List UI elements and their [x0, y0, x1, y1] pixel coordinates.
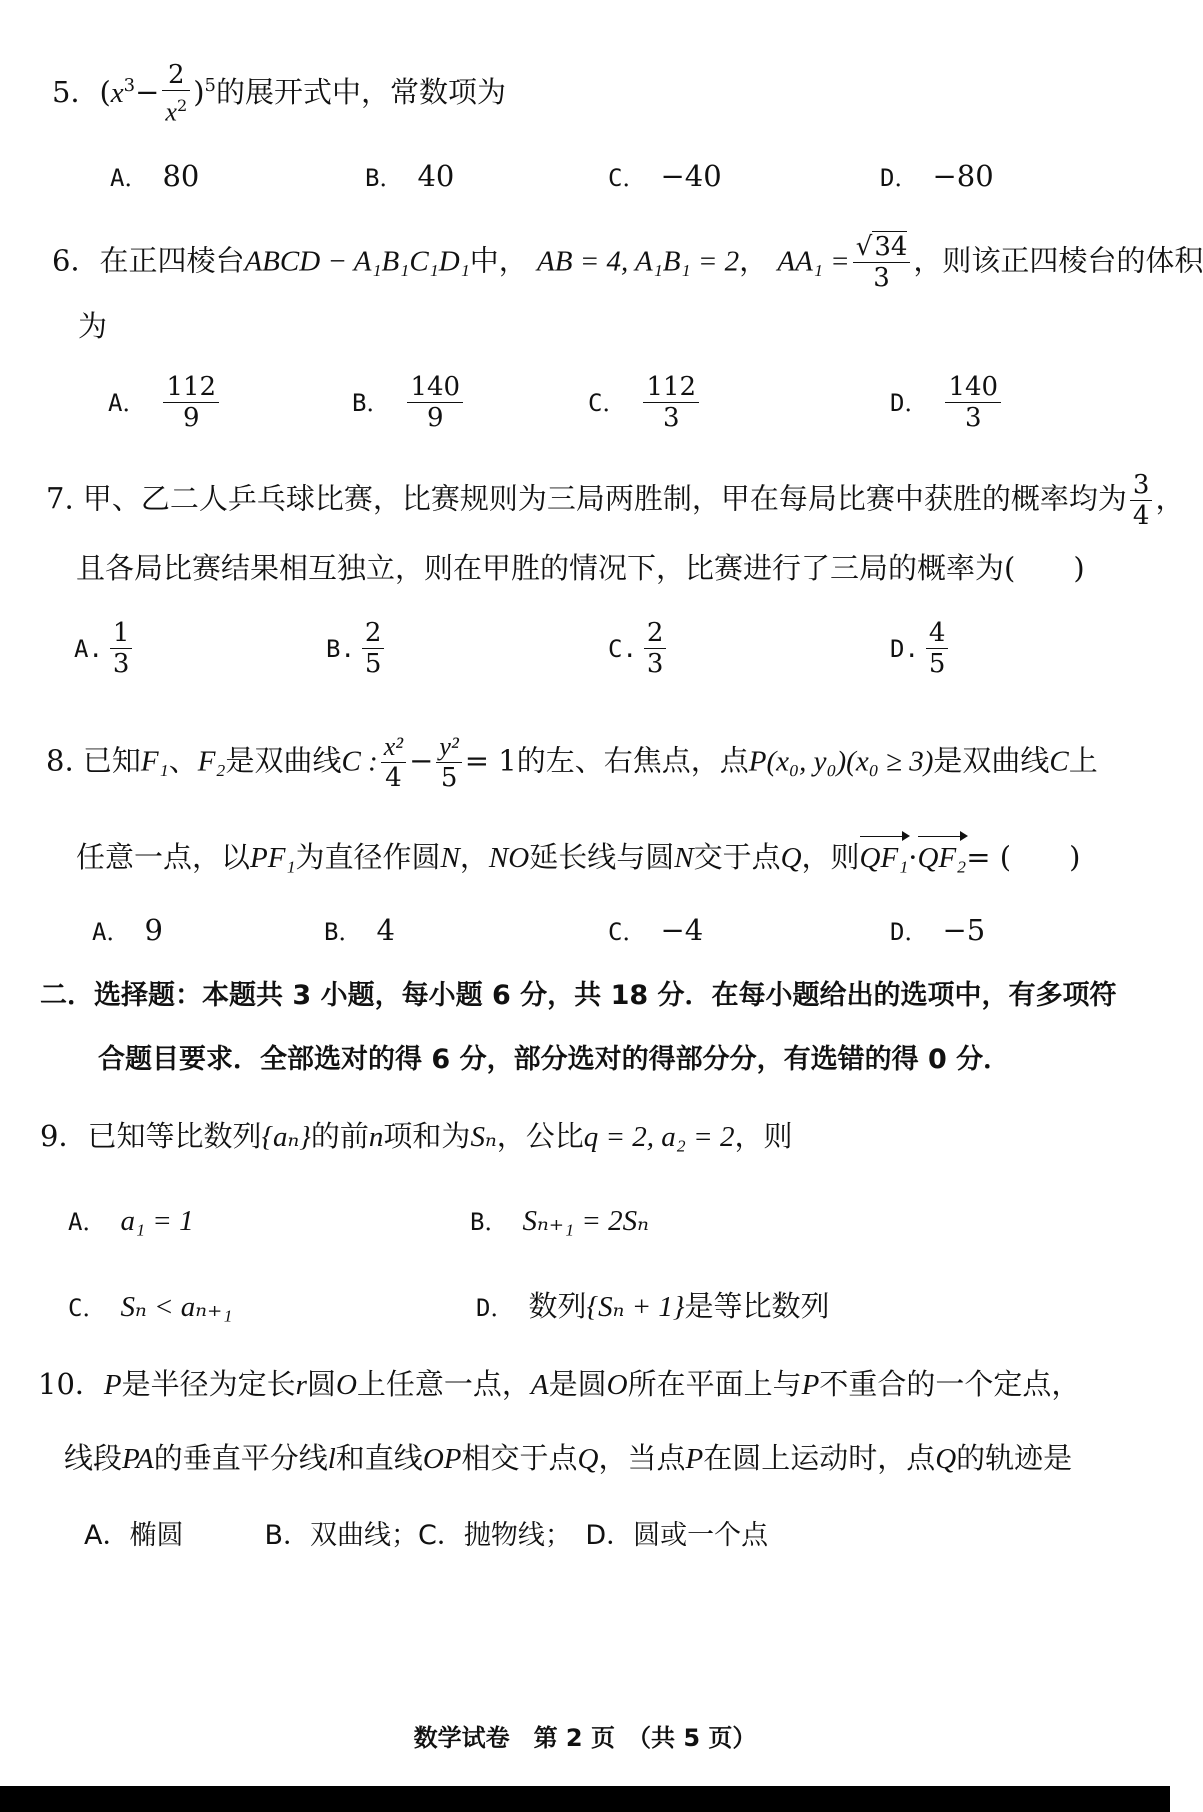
question-text: 和直线 — [335, 1441, 423, 1475]
q8-option-d[interactable] — [890, 910, 985, 952]
fraction-denominator: 5 — [440, 763, 458, 793]
condition: AA₁ = — [777, 245, 850, 278]
q7-option-c[interactable] — [608, 618, 669, 679]
option-label: A. — [74, 634, 103, 663]
punctuation: ， — [739, 243, 769, 278]
option-value: −40 — [660, 159, 722, 193]
curve-label: C : — [341, 745, 378, 778]
fraction — [110, 618, 133, 679]
q7-option-d[interactable] — [890, 618, 951, 679]
question-text: 的垂直平分线 — [153, 1441, 328, 1475]
question-text: 交于点 — [693, 840, 781, 874]
question-text: ，则 — [801, 840, 860, 874]
question-text: 相交于点 — [461, 1441, 578, 1475]
fraction — [436, 732, 461, 793]
fraction-denominator: 4 — [1132, 501, 1150, 531]
fraction-numerator: x² — [381, 732, 406, 763]
fraction-denominator: 3 — [646, 649, 664, 679]
option-label: A． — [92, 918, 131, 946]
fraction-numerator: 2 — [162, 60, 190, 91]
fraction-denominator: 9 — [183, 403, 200, 433]
option-label: A． — [108, 388, 147, 417]
condition: AB = 4, A₁B₁ = 2 — [537, 245, 740, 278]
option-label: B. — [326, 634, 355, 663]
option-value: Sₙ₊₁ = 2Sₙ — [522, 1205, 649, 1237]
question-8 — [46, 732, 1098, 793]
fraction-denominator — [162, 91, 190, 128]
question-text: 是半径为定长 — [121, 1367, 296, 1401]
question-text: 为直径作圆 — [295, 840, 441, 874]
option-value: 数列 — [528, 1289, 587, 1323]
q8-option-c[interactable] — [608, 910, 703, 952]
point-p: P — [103, 1369, 122, 1401]
fraction-numerator: 2 — [644, 618, 667, 649]
option-value: a₁ = 1 — [120, 1205, 194, 1237]
fraction — [945, 372, 1001, 433]
focus-f1: F₁ — [140, 745, 169, 778]
question-text: 圆 — [306, 1367, 336, 1401]
segment-no: NO — [488, 842, 530, 874]
fraction — [643, 372, 699, 433]
fraction — [163, 372, 219, 433]
section-heading: 二．选择题：本题共 3 小题，每小题 6 分，共 18 分．在每小题给出的选项中，有多项符 — [40, 980, 1117, 1011]
question-text-continued: 为 — [78, 309, 108, 343]
var-n: n — [368, 1121, 384, 1153]
fraction-numerator: √34 — [853, 232, 911, 263]
exponent: 2 — [176, 96, 188, 115]
option-value: −5 — [942, 913, 986, 947]
fraction-numerator: 140 — [945, 372, 1001, 403]
fraction-denominator: 3 — [965, 403, 982, 433]
point-o: O — [606, 1369, 628, 1401]
answer-blank: = ( ) — [966, 840, 1081, 874]
option-label: B． — [352, 388, 391, 417]
point-o: O — [335, 1369, 357, 1401]
question-10 — [38, 1364, 1080, 1405]
question-text: ，则 — [734, 1119, 793, 1153]
var-r: r — [295, 1369, 307, 1401]
point-a: A — [530, 1369, 549, 1401]
fraction — [1130, 470, 1153, 531]
fraction — [926, 618, 949, 679]
punctuation: ， — [1155, 481, 1185, 516]
option-label: C． — [68, 1294, 107, 1322]
option-label: C． — [608, 918, 647, 946]
question-5 — [52, 60, 506, 128]
q5-option-c[interactable] — [608, 156, 722, 198]
q5-option-a[interactable] — [110, 156, 199, 198]
fraction-numerator: y² — [436, 732, 461, 763]
point-p: P — [801, 1369, 820, 1401]
frustum-label: ABCD − A₁B₁C₁D₁ — [244, 245, 470, 278]
question-10-continued — [64, 1438, 1072, 1479]
exponent: 3 — [123, 75, 136, 97]
page-footer: 数学试卷 第 2 页 （共 5 页） — [413, 1724, 757, 1752]
segment-pa: PA — [122, 1443, 154, 1475]
fraction-denominator: 9 — [427, 403, 444, 433]
question-number: 5． — [52, 74, 100, 109]
question-9 — [40, 1116, 792, 1157]
option-label: B． — [365, 164, 404, 192]
focus-f2: F₂ — [197, 745, 226, 778]
fraction-numerator: 112 — [163, 372, 219, 403]
question-text: 线段 — [64, 1441, 123, 1475]
question-text: 是双曲线 — [225, 743, 342, 778]
question-text: 任意一点，以 — [76, 840, 251, 874]
q9-option-c[interactable] — [68, 1286, 232, 1328]
question-text: 延长线与圆 — [529, 840, 675, 874]
option-label: C． — [588, 388, 627, 417]
question-text: 上任意一点， — [356, 1367, 531, 1401]
option-label: A． — [110, 164, 149, 192]
question-number: 6． — [52, 243, 100, 278]
vector-qf1: QF₁ — [860, 836, 909, 878]
punctuation: ， — [459, 840, 489, 874]
fraction-numerator: 3 — [1130, 470, 1153, 501]
paren-close: ) — [193, 74, 205, 109]
fraction-denominator: 4 — [385, 763, 402, 793]
question-text: 不重合的一个定点， — [819, 1367, 1081, 1401]
q10-options[interactable]: A．椭圆 B．双曲线；C．抛物线； D．圆或一个点 — [84, 1520, 769, 1551]
question-text: 是圆 — [548, 1367, 607, 1401]
bottom-edge-bar — [0, 1786, 1170, 1812]
q5-option-b[interactable] — [365, 156, 454, 198]
option-value: −80 — [932, 159, 994, 193]
q8-option-b[interactable] — [324, 910, 395, 952]
question-6 — [52, 232, 1203, 293]
dot-product: · — [908, 840, 918, 874]
q5-option-d[interactable] — [880, 156, 994, 198]
question-text: 在圆上运动时，点 — [703, 1441, 936, 1475]
question-text: 项和为 — [383, 1119, 471, 1153]
option-label: D． — [890, 388, 929, 417]
q9-option-a[interactable] — [68, 1200, 194, 1242]
question-text: 上 — [1068, 743, 1098, 778]
point-p: P — [685, 1443, 704, 1475]
option-label: D． — [880, 164, 919, 192]
fraction-numerator: 112 — [643, 372, 699, 403]
question-text: 9．已知等比数列 — [40, 1119, 262, 1153]
question-text-continued: 且各局比赛结果相互独立，则在甲胜的情况下，比赛进行了三局的概率为( ) — [76, 551, 1085, 585]
fraction-numerator: 140 — [407, 372, 463, 403]
question-number: 10． — [38, 1367, 104, 1401]
fraction-denominator: 5 — [928, 649, 946, 679]
exponent: 5 — [204, 75, 216, 97]
option-value: −4 — [660, 913, 704, 947]
sequence: {aₙ} — [261, 1121, 311, 1153]
fraction-denominator: 3 — [663, 403, 680, 433]
question-text: 的左、右焦点，点 — [516, 743, 749, 778]
option-value: Sₙ < aₙ₊₁ — [120, 1291, 233, 1323]
fraction-numerator: 4 — [926, 618, 949, 649]
q8-option-a[interactable] — [92, 910, 163, 952]
fraction — [162, 60, 190, 128]
minus-sign: − — [135, 74, 160, 109]
fraction-denominator: 3 — [112, 649, 130, 679]
question-7 — [46, 470, 1184, 531]
punctuation: 、 — [168, 743, 198, 778]
circle-n: N — [440, 842, 460, 874]
q7-option-b[interactable] — [326, 618, 387, 679]
option-value-math: {Sₙ + 1} — [586, 1291, 685, 1323]
point-p: P(x₀, y₀)(x₀ ≥ 3) — [748, 745, 934, 778]
question-text: 所在平面上与 — [627, 1367, 802, 1401]
option-label: B． — [324, 918, 363, 946]
option-value: 4 — [376, 913, 395, 947]
question-8-continued — [76, 836, 1080, 878]
segment-pf1: PF₁ — [250, 842, 296, 874]
option-label: D． — [476, 1294, 515, 1322]
option-label: D． — [890, 918, 929, 946]
radicand: 34 — [874, 232, 908, 262]
curve-label: C — [1049, 745, 1069, 778]
option-label: B． — [470, 1208, 509, 1236]
question-text: 的轨迹是 — [956, 1441, 1073, 1475]
fraction — [362, 618, 385, 679]
q6-option-d[interactable] — [890, 372, 1004, 433]
point-q: Q — [577, 1443, 599, 1475]
option-value: 是等比数列 — [684, 1289, 830, 1323]
question-text: ，公比 — [496, 1119, 584, 1153]
point-q: Q — [935, 1443, 957, 1475]
question-text: ，当点 — [598, 1441, 686, 1475]
fraction-numerator: 2 — [362, 618, 385, 649]
option-value: 80 — [162, 159, 200, 193]
q7-option-a[interactable] — [74, 618, 135, 679]
var-x: x — [110, 76, 124, 109]
option-label: A． — [68, 1208, 107, 1236]
fraction-denominator: 3 — [873, 263, 890, 293]
question-text: 的前 — [310, 1119, 369, 1153]
q6-option-a[interactable] — [108, 372, 222, 433]
question-text: 在正四棱台 — [99, 243, 245, 278]
paren-open: ( — [99, 74, 111, 109]
q9-option-d[interactable] — [476, 1286, 830, 1328]
option-value: 9 — [144, 913, 163, 947]
q9-option-b[interactable] — [470, 1200, 649, 1242]
fraction — [644, 618, 667, 679]
fraction — [381, 732, 406, 793]
circle-n: N — [674, 842, 694, 874]
line-op: OP — [422, 1443, 462, 1475]
q6-option-c[interactable] — [588, 372, 702, 433]
question-text: 7. 甲、乙二人乒乓球比赛，比赛规则为三局两胜制，甲在每局比赛中获胜的概率均为 — [46, 481, 1127, 516]
condition: q = 2, a₂ = 2 — [583, 1121, 735, 1153]
line-l: l — [327, 1443, 336, 1475]
question-text: 中， — [469, 243, 528, 278]
point-q: Q — [780, 842, 802, 874]
section-instructions: 合题目要求．全部选对的得 6 分，部分选对的得部分分，有选错的得 0 分． — [98, 1044, 1011, 1075]
vector-qf2: QF₂ — [918, 836, 967, 878]
question-text: 是双曲线 — [933, 743, 1050, 778]
fraction-denominator: 5 — [364, 649, 382, 679]
fraction-numerator: 1 — [110, 618, 133, 649]
var-x: x — [165, 97, 177, 127]
question-number: 8. 已知 — [46, 743, 141, 778]
equation-rhs: = 1 — [464, 743, 517, 778]
option-value: 40 — [417, 159, 455, 193]
fraction — [407, 372, 463, 433]
option-label: C. — [608, 634, 637, 663]
q6-option-b[interactable] — [352, 372, 466, 433]
option-label: D. — [890, 634, 919, 663]
option-label: C． — [608, 164, 647, 192]
question-text: ，则该正四棱台的体积 — [913, 243, 1203, 278]
sum-sn: Sₙ — [470, 1121, 497, 1153]
fraction — [853, 232, 911, 293]
minus-sign: − — [409, 743, 434, 778]
question-text: 的展开式中，常数项为 — [215, 74, 506, 109]
